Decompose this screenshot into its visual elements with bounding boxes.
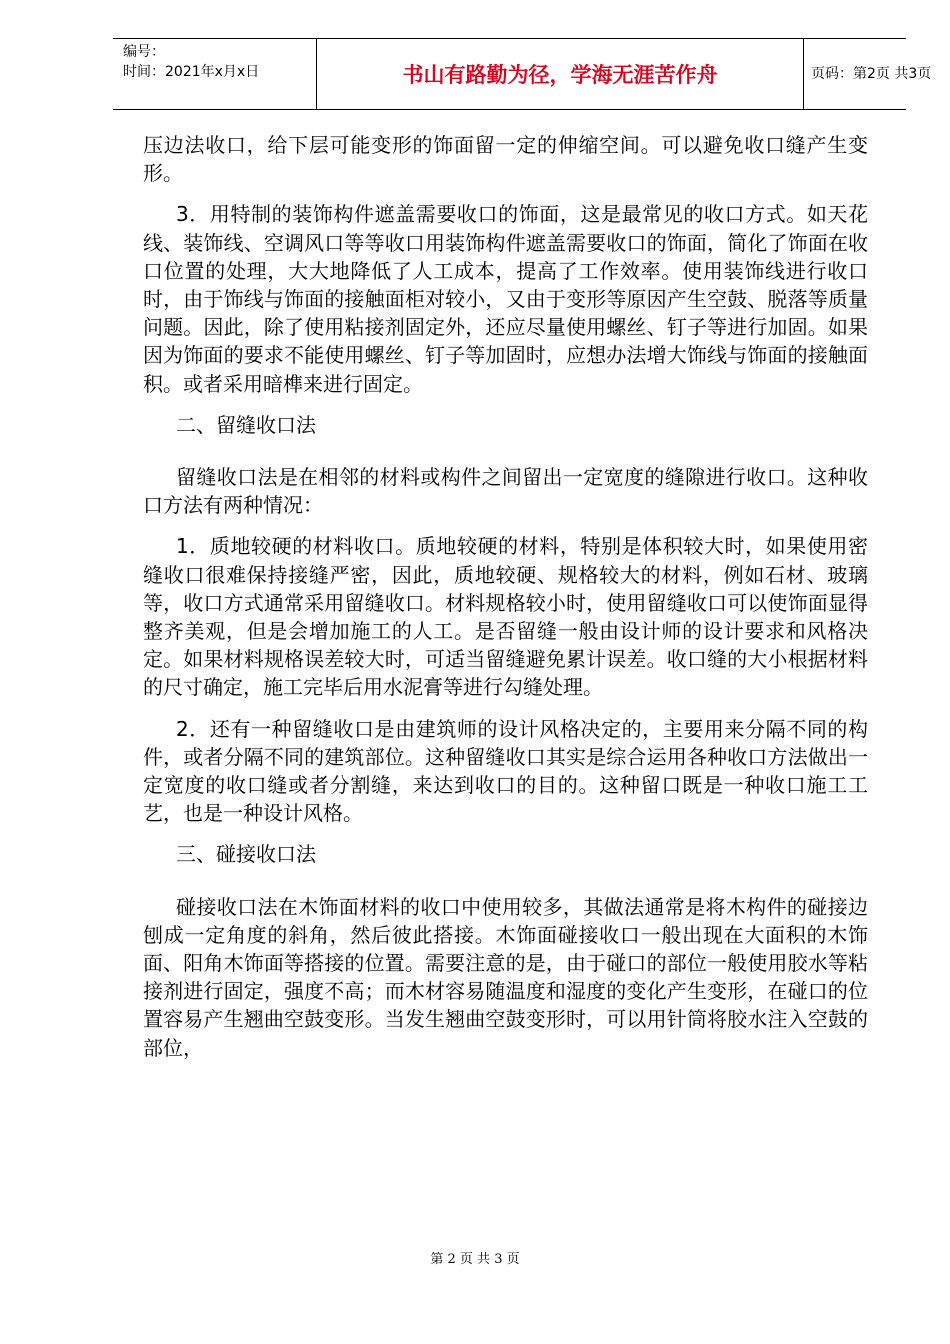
document-time-label: 时间：2021年x月x日 <box>123 64 260 80</box>
page-header <box>113 38 932 110</box>
paragraph-5: 2．还有一种留缝收口是由建筑师的设计风格决定的，主要用来分隔不同的构件，或者分隔不同的建筑部位。这种留缝收口其实是综合运用各种收口方法做出一定宽度的收口缝或者分割缝，来达到收口的目的。这种留口既是一种收口施工工艺，也是一种设计风格。 <box>143 716 868 826</box>
header-page-info: 页码：第2页 共3页 <box>811 66 932 82</box>
document-number-label: 编号： <box>123 44 165 60</box>
paragraph-6: 碰接收口法在木饰面材料的收口中使用较多，其做法通常是将木构件的碰接边刨成一定角度的斜角，然后彼此搭接。木饰面碰接收口一般出现在大面积的木饰面、阳角木饰面等搭接的位置。需要注意的是，由于碰口的部位一般使用胶水等粘接剂进行固定，强度不高；而木材容易随温度和湿度的变化产生变形，在碰口的位置容易产生翘曲空鼓变形。当发生翘曲空鼓变形时，可以用针筒将胶水注入空鼓的部位， <box>143 894 868 1060</box>
paragraph-2: 3．用特制的装饰构件遮盖需要收口的饰面，这是最常见的收口方式。如天花线、装饰线、空调风口等等收口用装饰构件遮盖需要收口的饰面，简化了饰面在收口位置的处理，大大地降低了人工成本，提高了工作效率。使用装饰线进行收口时，由于饰线与饰面的接触面柜对较小，又由于变形等原因产生空鼓、脱落等质量问题。因此，除了使用粘接剂固定外，还应尽量使用螺丝、钉子等进行加固。如果因为饰面的要求不能使用螺丝、钉子等加固时，应想办法增大饰线与饰面的接触面积。或者采用暗榫来进行固定。 <box>143 202 868 396</box>
section-heading-3: 三、碰接收口法 <box>176 842 316 867</box>
paragraph-3: 留缝收口法是在相邻的材料或构件之间留出一定宽度的缝隙进行收口。这种收口方法有两种情况： <box>143 465 868 518</box>
header-motto: 书山有路勤为径，学海无涯苦作舟 <box>402 62 718 87</box>
header-motto-cell <box>316 39 804 109</box>
paragraph-4: 1．质地较硬的材料收口。质地较硬的材料，特别是体积较大时，如果使用密缝收口很难保持接缝严密，因此，质地较硬、规格较大的材料，例如石材、玻璃等，收口方式通常采用留缝收口。材料规格较小时，使用留缝收口可以使饰面显得整齐美观，但是会增加施工的人工。是否留缝一般由设计师的设计要求和风格决定。如果材料规格误差较大时，可适当留缝避免累计误差。收口缝的大小根据材料的尺寸确定，施工完毕后用水泥膏等进行勾缝处理。 <box>143 534 868 700</box>
header-meta-cell <box>113 39 316 109</box>
page-footer: 第 2 页 共 3 页 <box>430 1252 520 1267</box>
section-heading-2: 二、留缝收口法 <box>176 412 316 437</box>
header-page-cell <box>803 39 932 109</box>
paragraph-1: 压边法收口，给下层可能变形的饰面留一定的伸缩空间。可以避免收口缝产生变形。 <box>143 133 868 186</box>
document-body <box>143 128 868 1062</box>
